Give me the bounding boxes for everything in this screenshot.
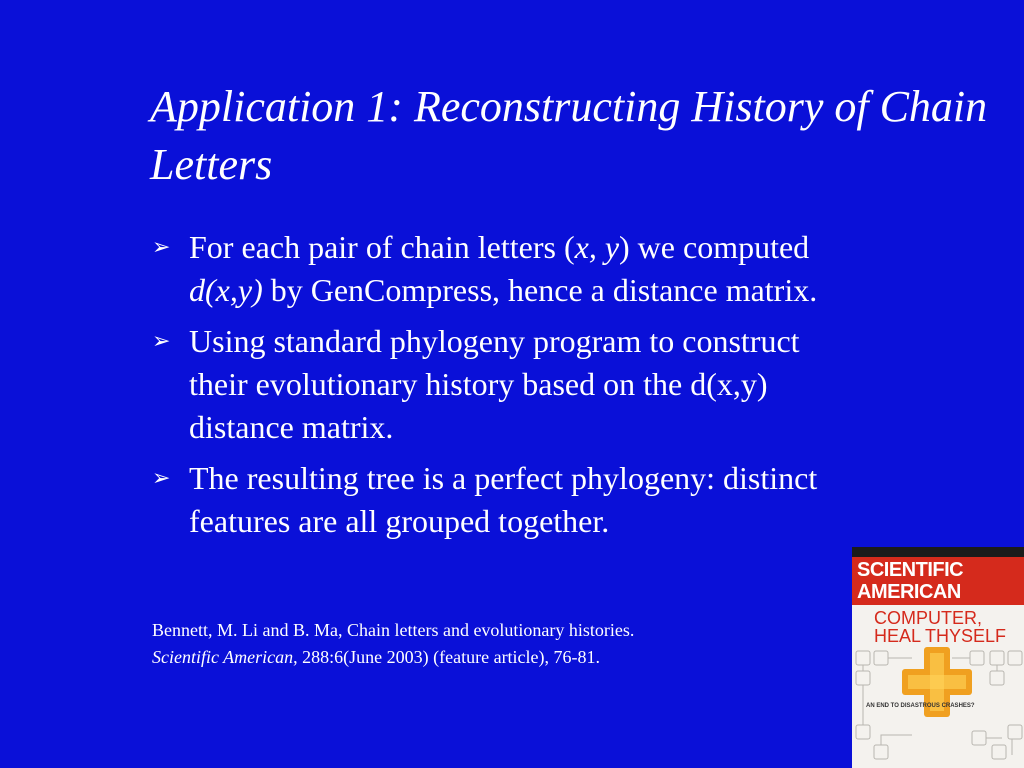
- cover-tagline: AN END TO DISASTROUS CRASHES?: [866, 703, 975, 709]
- bullet-item: [152, 226, 862, 312]
- cover-masthead: [852, 557, 1024, 605]
- bullet-text: The resulting tree is a perfect phylogeny: distinct features are all grouped together.: [189, 460, 818, 539]
- arrow-bullet-icon: ➢: [152, 329, 171, 354]
- cover-headline: COMPUTER, HEAL THYSELF: [874, 608, 1007, 646]
- cover-top-strip: [852, 547, 1024, 557]
- reference-journal: Scientific American: [152, 647, 294, 667]
- bullet-text: Using standard phylogeny program to construct their evolutionary history based on the d(x,y) distance matrix.: [189, 323, 800, 445]
- bullet-item: [152, 457, 862, 543]
- bullet-text: For each pair of chain letters (x, y) we computed d(x,y) by GenCompress, hence a distance matrix.: [189, 229, 818, 308]
- magazine-cover-image: [852, 547, 1024, 768]
- arrow-bullet-icon: ➢: [152, 466, 171, 491]
- slide-title: Application 1: Reconstructing History of Chain Letters: [150, 82, 988, 189]
- arrow-bullet-icon: ➢: [152, 235, 171, 260]
- reference-line-1: Bennett, M. Li and B. Ma, Chain letters and evolutionary histories.: [152, 620, 635, 640]
- reference-line-2: , 288:6(June 2003) (feature article), 76-81.: [293, 647, 601, 667]
- bullet-list: [152, 226, 862, 551]
- reference-citation: [152, 617, 832, 671]
- cover-masthead-text: SCIENTIFIC AMERICAN: [857, 559, 964, 603]
- bullet-item: [152, 320, 862, 449]
